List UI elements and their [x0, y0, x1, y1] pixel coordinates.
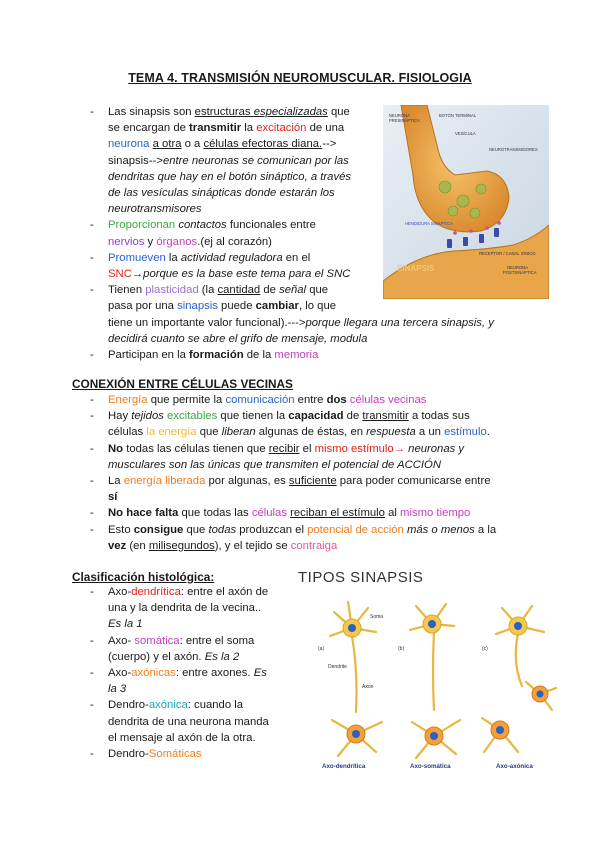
list-item: - Proporcionan contactos funcionales entre nervios y órganos.(ej al corazón) [90, 217, 390, 249]
list-item: - Esto consigue que todas produzcan el potencial de acción más o menos a la vez (en milisegundos), y el tejido se contraiga [90, 522, 542, 554]
list-item: - Axo-axónicas: entre axones. Es la 3 [90, 665, 290, 697]
svg-text:HENDIDURA SINÁPTICA: HENDIDURA SINÁPTICA [405, 221, 453, 226]
synapse-diagram [383, 105, 549, 299]
figure-title: TIPOS SINAPSIS [298, 569, 424, 586]
svg-text:Axo-axónica: Axo-axónica [496, 763, 533, 770]
svg-text:Soma: Soma [370, 614, 384, 620]
list-item: - Tienen plasticidad (la cantidad de señal que pasa por una sinapsis puede cambiar, lo que tiene un importante valor funcional).--->porque llegara una tercera sinapsis, y decidirá cuanto se abre el grifo de mensaje, modula [90, 282, 530, 347]
section-heading: CONEXIÓN ENTRE CÉLULAS VECINAS [72, 377, 293, 391]
list-item: - Dendro-Somáticas [90, 746, 290, 762]
list-item: - Hay tejidos excitables que tienen la capacidad de transmitir a todas sus células la energía que liberan algunas de éstas, en respuesta a un estímulo. [90, 408, 542, 440]
list-item: - Participan en la formación de la memoria [90, 347, 530, 363]
svg-text:RECEPTOR / CANAL IÓNICO: RECEPTOR / CANAL IÓNICO [479, 251, 536, 256]
svg-text:Axo-somática: Axo-somática [410, 763, 451, 770]
svg-text:(a): (a) [318, 646, 325, 652]
list-item: - No todas las células tienen que recibir el mismo estímulo→ neuronas y musculares son las únicas que transmiten el potencial de ACCIÓN [90, 441, 542, 473]
list-item: - Promueven la actividad reguladora en el SNC→porque es la base este tema para el SNC [90, 250, 390, 282]
svg-text:POSTSINÁPTICA: POSTSINÁPTICA [503, 270, 537, 275]
svg-text:PRESINÁPTICA: PRESINÁPTICA [389, 118, 420, 123]
svg-text:(c): (c) [482, 646, 488, 652]
svg-text:BOTÓN TERMINAL: BOTÓN TERMINAL [439, 113, 477, 118]
list-item: - Las sinapsis son estructuras especializadas que se encargan de transmitir la excitación de una neurona a otra o a células efectoras diana.--> sinapsis-->entre neuronas se comunican por las dendritas que hay en el botón sináptico, a través de las vesículas sinápticas donde estarán los neurotransmisores [90, 104, 390, 217]
svg-text:NEURONA: NEURONA [507, 265, 528, 270]
page-title: TEMA 4. TRANSMISIÓN NEUROMUSCULAR. FISIOLOGIA [128, 71, 472, 85]
section-histological-classification [90, 584, 290, 762]
list-item: - Axo- somática: entre el soma (cuerpo) y el axón. Es la 2 [90, 633, 290, 665]
svg-text:Dendrite: Dendrite [328, 664, 347, 670]
list-item: - Dendro-axónica: cuando la dendrita de una neurona manda el mensaje al axón de la otra. [90, 697, 290, 746]
svg-text:Axon: Axon [362, 684, 374, 690]
synapse-types-diagram [312, 592, 560, 772]
section-neighbour-cells [90, 392, 542, 554]
svg-text:NEURONA: NEURONA [389, 113, 410, 118]
svg-text:VESÍCULA: VESÍCULA [455, 131, 476, 136]
svg-text:NEUROTRANSMISORES: NEUROTRANSMISORES [489, 147, 538, 152]
list-item: - Axo-dendrítica: entre el axón de una y la dendrita de la vecina.. Es la 1 [90, 584, 290, 633]
list-item: - La energía liberada por algunas, es suficiente para poder comunicarse entre sí [90, 473, 542, 505]
list-item: - Energía que permite la comunicación entre dos células vecinas [90, 392, 542, 408]
section-heading: Clasificación histológica: [72, 570, 215, 584]
list-item: - No hace falta que todas las células reciban el estímulo al mismo tiempo [90, 505, 542, 521]
svg-text:Axo-dendrítica: Axo-dendrítica [322, 763, 366, 770]
svg-text:(b): (b) [398, 646, 405, 652]
svg-text:SINAPSIS: SINAPSIS [397, 264, 435, 273]
